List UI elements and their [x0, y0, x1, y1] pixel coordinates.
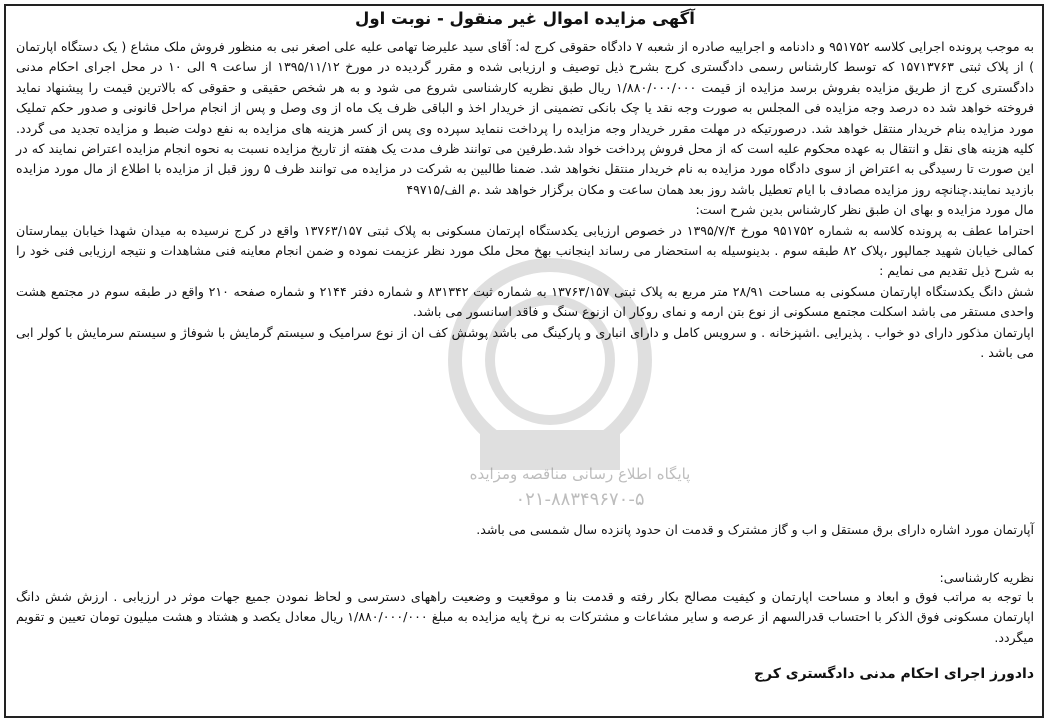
body-paragraph-3: احتراما عطف به پرونده کلاسه به شماره ۹۵۱۷۵۲ مورخ ۱۳۹۵/۷/۴ در خصوص ارزیابی یکدستگاه اپرتمان مسکونی به پلاک ثبتی ۱۳۷۶۳/۱۵۷ واقع در کرج نرسیده به میدان شهدا خیابان بیمارستان کمالی خیابان شهید جمالپور ،پلاک ۸۲ طبقه سوم . بدینوسیله به استحضار می رساند اینجانب بهخ محل ملک مورد نظر عزیمت نموده و ضمن انجام معاینه فنی مشاهدات و نتیجه ارزیابی فنی خود را به شرح ذیل تقدیم می نمایم : [16, 222, 1035, 279]
apartment-note: آپارتمان مورد اشاره دارای برق مستقل و اب و گاز مشترک و قدمت ان حدود پانزده سال شمسی می باشد. [476, 522, 1034, 537]
notice-body [16, 37, 1034, 364]
watermark-line2: ۰۲۱-۸۸۳۴۹۶۷۰-۵ [515, 489, 645, 510]
signature: دادورز اجرای احکام مدنی دادگستری کرج [753, 666, 1034, 682]
body-paragraph-1: به موجب پرونده اجرایی کلاسه ۹۵۱۷۵۲ و دادنامه و اجراییه صادره از شعبه ۷ دادگاه حقوقی کرج له: آقای سید علیرضا تهامی علیه علی اصغر نبی به منظور فروش ملک مشاع ( یک دستگاه اپارتمان ) از پلاک ثبتی ۱۵۷۱۳۷۶۳ که توسط کارشناس رسمی دادگستری کرج بشرح ذیل توصیف و ارزیابی شده و مقرر گردیده در مورخ ۱۳۹۵/۱۱/۱۲ از ساعت ۹ الی ۱۰ در محل اجرای احکام مدنی دادگستری کرج از طریق مزایده بفروش برسد مزایده از قیمت ۱/۸۸۰/۰۰۰/۰۰۰ ریال طبق نظریه کارشناسی شروع می شود و به هر شخص حقیقی و حقوقی که بالاترین قیمت را پیشنهاد نماید فروخته خواهد شد ده درصد وجه مزایده فی المجلس به صورت وجه نقد یا چک بانکی تضمینی از خریدار اخذ و الباقی ظرف یک ماه از وی وصل و پس از انجام مراحل قانونی و صدور حکم تملیک مورد مزایده بنام خریدار منتقل خواهد شد. درصورتیکه در مهلت مقرر خریدار وجه مزایده را پرداخت ننماید سپرده وی پس از کسر هزینه های مزایده به نفع دولت ضبط و مزایده تجدید می گردد. کلیه هزینه های نقل و انتقال به عهده محکوم علیه است که از محل فروش پرداخت خواد شد.طرفین می توانند ظرف مدت یک هفته از تاریخ مزایده نسبت به نحوه انجام مزایده اعتراض نمایند که در این صورت تا رسیدگی به اعتراض از سوی دادگاه مورد مزایده به نام خریدار منتقل نخواهد شد. ضمنا طالبین به شرکت در مزایده می توانند ظرف ۵ روز قبل از مزایده با اطلاع از مال مورد مزایده بازدید نمایند.چنانچه روز مزایده مصادف با ایام تعطیل باشد روز بعد همان ساعت و مکان برگزار خواهد شد .م الف/۴۹۷۱۵ [16, 39, 1034, 197]
notice-title: آگهی مزایده اموال غیر منقول - نوبت اول [355, 9, 695, 28]
body-paragraph-2: مال مورد مزایده و بهای ان طبق نظر کارشناس بدین شرح است: [695, 202, 1034, 218]
body-paragraph-5: اپارتمان مذکور دارای دو خواب . پذیرایی .اشپزخانه . و سرویس کامل و دارای انباری و پارکینگ می باشد پوشش کف ان از نوع سرامیک و سیستم گرمایش با شوفاژ و سیستم سرمایش با کولر ابی می باشد . [16, 324, 1034, 361]
expert-heading: نظریه کارشناسی: [939, 570, 1034, 585]
expert-text: با توجه به مراتب فوق و ابعاد و مساحت اپارتمان و کیفیت مصالح بکار رفته و قدمت بنا و موقعیت و وضعیت راههای دسترسی و لحاظ نمودن جمیع جهات موثر در ارزیابی . ارزش شش دانگ اپارتمان مسکونی فوق الذکر با احتساب قدرالسهم از عرصه و سایر مشاعات و مشترکات به نرخ پایه مزایده به مبلغ ۱/۸۸۰/۰۰۰/۰۰۰ ریال معادل یکصد و هشتاد و هشت میلیون تومان تعیین و تقویم میگردد. [16, 589, 1035, 645]
body-paragraph-4: شش دانگ یکدستگاه اپارتمان مسکونی به مساحت ۲۸/۹۱ متر مربع به پلاک ثبتی ۱۳۷۶۳/۱۵۷ به شماره ثبت ۸۳۱۳۴۲ و شماره دفتر ۲۱۴۴ و شماره صفحه ۲۱۰ واقع در طبقه سوم در مجتمع هشت واحدی مستقر می باشد اسکلت مجتمع مسکونی از نوع بتن ارمه و نمای روکار ان ازنوع سنگ و فاقد اسانسور می باشد. [16, 283, 1035, 320]
watermark-line1: پایگاه اطلاع رسانی مناقصه ومزایده [469, 465, 691, 483]
